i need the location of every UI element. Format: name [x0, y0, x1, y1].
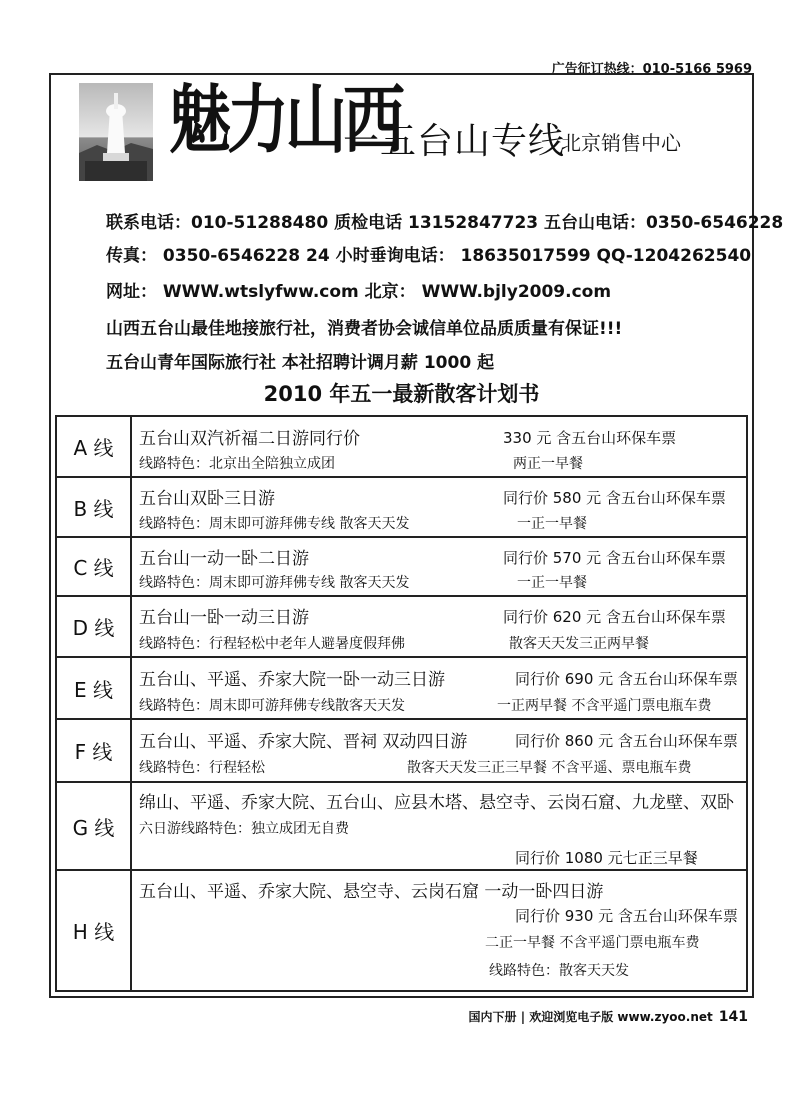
route-feature: 线路特色：行程轻松: [139, 760, 265, 776]
table-row: [57, 417, 746, 478]
route-price: 同行价 570 元 含五台山环保车票: [503, 549, 726, 567]
footer-text: 国内下册 | 欢迎浏览电子版 www.zyoo.net: [468, 1010, 713, 1024]
table-row: [57, 871, 746, 990]
route-label: A 线: [57, 417, 132, 476]
route-label: E 线: [57, 658, 132, 718]
table-row: [57, 783, 746, 871]
route-title: 五台山、平遥、乔家大院、晋祠 双动四日游: [139, 732, 468, 752]
plan-title: 2010 年五一最新散客计划书: [263, 382, 540, 406]
page-number: 141: [718, 1009, 748, 1025]
page-footer: [469, 1008, 748, 1025]
sales-center: 北京销售中心: [561, 131, 681, 155]
route-price: 同行价 860 元 含五台山环保车票: [515, 732, 738, 750]
route-meal: 一正一早餐: [517, 575, 587, 591]
route-price: 同行价 580 元 含五台山环保车票: [503, 489, 726, 507]
route-meal: 一正两早餐 不含平遥门票电瓶车费: [497, 698, 712, 714]
ad-hotline: 广告征订热线：010-5166 5969: [551, 62, 752, 77]
table-row: [57, 597, 746, 658]
route-meal: 一正一早餐: [517, 516, 587, 532]
route-title: 五台山、平遥、乔家大院一卧一动三日游: [139, 670, 445, 690]
contact-fax: 传真： 0350-6546228 24 小时垂询电话： 18635017599 QQ-1204262540: [106, 246, 752, 266]
agency-name: 五台山青年国际旅行社 本社招聘计调月薪 1000 起: [106, 353, 495, 373]
route-title: 五台山一动一卧二日游: [139, 549, 309, 569]
route-meal: 散客天天发三正两早餐: [509, 636, 649, 652]
line-subtitle: 一五台山专线: [343, 121, 566, 162]
route-feature: 线路特色：周末即可游拜佛专线 散客天天发: [139, 516, 410, 532]
table-row: [57, 538, 746, 597]
contact-phones: 联系电话：010-51288480 质检电话 13152847723 五台山电话：0350-6546228: [106, 213, 784, 233]
route-feature: 线路特色：行程轻松中老年人避暑度假拜佛: [139, 636, 405, 652]
table-row: [57, 720, 746, 783]
route-feature: 线路特色：周末即可游拜佛专线 散客天天发: [139, 575, 410, 591]
pagoda-photo: [79, 83, 153, 181]
route-label: G 线: [57, 783, 132, 869]
route-meal: 两正一早餐: [513, 456, 583, 472]
route-price: 同行价 620 元 含五台山环保车票: [503, 608, 726, 626]
route-title: 五台山双卧三日游: [139, 489, 275, 509]
route-feature: 线路特色：北京出全陪独立成团: [139, 456, 335, 472]
route-meal: 散客天天发三正三早餐 不含平遥、票电瓶车费: [407, 760, 692, 776]
route-feature: 六日游线路特色：独立成团无自费: [139, 821, 349, 837]
route-price: 同行价 930 元 含五台山环保车票: [515, 907, 738, 925]
agency-slogan: 山西五台山最佳地接旅行社，消费者协会诚信单位品质质量有保证!!!: [106, 319, 623, 339]
route-label: C 线: [57, 538, 132, 595]
route-table: [55, 415, 748, 992]
route-label: D 线: [57, 597, 132, 656]
table-row: [57, 478, 746, 538]
route-title: 五台山双汽祈福二日游同行价: [139, 429, 360, 449]
route-title: 绵山、平遥、乔家大院、五台山、应县木塔、悬空寺、云岗石窟、九龙壁、双卧: [139, 793, 734, 813]
route-feature: 线路特色：周末即可游拜佛专线散客天天发: [139, 698, 405, 714]
route-price: 同行价 1080 元七正三早餐: [515, 849, 698, 867]
route-price: 同行价 690 元 含五台山环保车票: [515, 670, 738, 688]
route-title: 五台山一卧一动三日游: [139, 608, 309, 628]
contact-website: 网址： WWW.wtslyfww.com 北京： WWW.bjly2009.com: [106, 282, 612, 302]
route-label: F 线: [57, 720, 132, 781]
route-label: H 线: [57, 871, 132, 990]
route-title: 五台山、平遥、乔家大院、悬空寺、云岗石窟 一动一卧四日游: [139, 882, 604, 902]
route-feature: 线路特色：散客天天发: [489, 963, 629, 979]
route-meal: 二正一早餐 不含平遥门票电瓶车费: [485, 935, 700, 951]
table-row: [57, 658, 746, 720]
route-label: B 线: [57, 478, 132, 536]
brand-title: 魅力山西: [169, 75, 402, 164]
ad-frame: [49, 73, 784, 998]
route-price: 330 元 含五台山环保车票: [503, 429, 677, 447]
